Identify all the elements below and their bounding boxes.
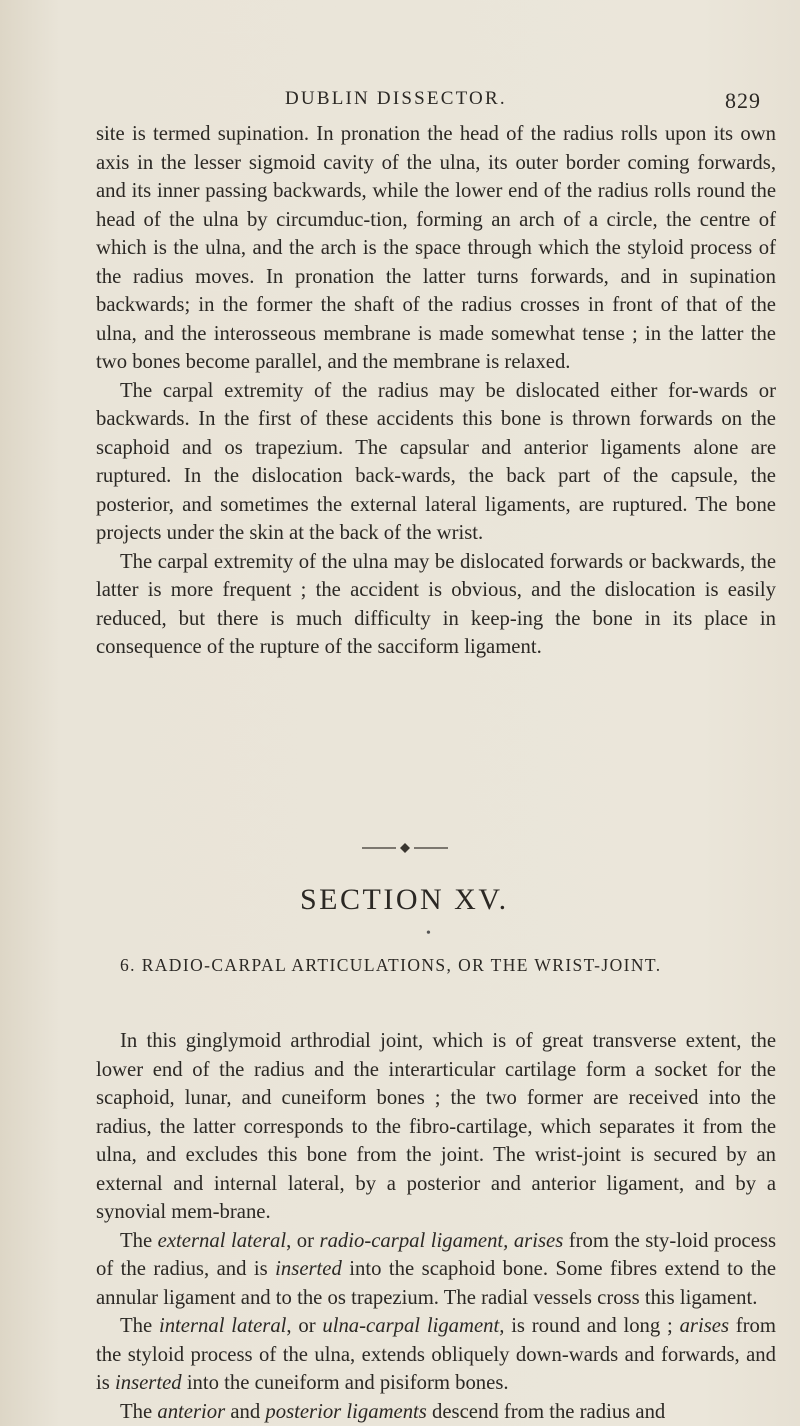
italic-term: inserted <box>275 1258 342 1280</box>
text-span: into the scaphoid bone. Some fibres extend to the annular ligament and to the os trapezium. The radial vessels cross this ligament. <box>96 1258 776 1309</box>
text-span: is round and long ; <box>504 1315 679 1337</box>
page-number: 829 <box>725 88 761 114</box>
text-span: The <box>120 1315 159 1337</box>
paragraph-radius-dislocation: The carpal extremity of the radius may be dislocated either for-wards or backwards. In the first of these accidents this bone is thrown forwards on the scaphoid and os trapezium. The capsular and anterior ligaments alone are ruptured. In the dislocation back-wards, the back part of the capsule, the posterior, and sometimes the external lateral ligaments, are ruptured. The bone projects under the skin at the back of the wrist. <box>96 377 776 548</box>
text-span: , or <box>286 1230 319 1252</box>
dot-mark: • <box>426 926 431 942</box>
italic-term: internal lateral <box>159 1315 286 1337</box>
italic-term: external lateral <box>158 1230 286 1252</box>
paragraph-ulna-dislocation: The carpal extremity of the ulna may be dislocated forwards or backwards, the latter is more frequent ; the accident is obvious, and the dislocation is easily reduced, but there is much difficulty in keep-ing the bone in its place in consequence of the rupture of the sacciform ligament. <box>96 548 776 662</box>
paragraph-supination: site is termed supination. In pronation the head of the radius rolls upon its own axis in the lesser sigmoid cavity of the ulna, its outer border coming forwards, and its inner passing backwards, while the lower end of the radius rolls round the head of the ulna by circumduc-tion, forming an arch of a circle, the centre of which is the ulna, and the arch is the space through which the styloid process of the radius moves. In pronation the latter turns forwards, and in supination backwards; in the former the shaft of the radius crosses in front of that of the ulna, and the interosseous membrane is made somewhat tense ; in the latter the two bones become parallel, and the membrane is relaxed. <box>96 120 776 377</box>
running-title: DUBLIN DISSECTOR. <box>285 88 507 110</box>
running-head <box>0 88 800 118</box>
paragraph-wrist-joint: In this ginglymoid arthrodial joint, which is of great transverse extent, the lower end of the radius and the interarticular cartilage form a socket for the scaphoid, lunar, and cuneiform bones ; the two former are received into the radius, the latter corresponds to the fibro-cartilage, which separates it from the ulna, and excludes this bone from the joint. The wrist-joint is secured by an external and internal lateral, by a posterior and anterior ligament, and by a synovial mem-brane. <box>96 1027 776 1227</box>
section-heading: SECTION XV. <box>300 883 509 917</box>
text-span: and <box>225 1401 265 1423</box>
paragraph-anterior-posterior <box>96 1398 776 1426</box>
text-span: , or <box>286 1315 322 1337</box>
italic-term: inserted <box>115 1372 182 1394</box>
paragraph-internal-lateral <box>96 1312 776 1398</box>
text-span: descend from the radius and <box>427 1401 665 1423</box>
italic-term: arises <box>680 1315 729 1337</box>
text-span: into the cuneiform and pisiform bones. <box>182 1372 509 1394</box>
text-block-top <box>96 120 776 662</box>
text-span: The <box>120 1230 158 1252</box>
text-block-bottom <box>96 1027 776 1426</box>
text-span: from the styloid process of the ulna, extends obliquely down-wards and forwards, and is <box>96 1315 776 1394</box>
italic-term: posterior ligaments <box>265 1401 426 1423</box>
italic-term: anterior <box>157 1401 225 1423</box>
italic-term: ulna-carpal ligament, <box>322 1315 504 1337</box>
text-span: The <box>120 1401 157 1423</box>
text-span: from the sty-loid process of the radius, and is <box>96 1230 776 1281</box>
paragraph-external-lateral <box>96 1227 776 1313</box>
italic-term: radio-carpal ligament, arises <box>320 1230 564 1252</box>
subsection-heading: 6. RADIO-CARPAL ARTICULATIONS, OR THE WRIST-JOINT. <box>120 955 661 976</box>
ornament-divider <box>360 841 450 855</box>
